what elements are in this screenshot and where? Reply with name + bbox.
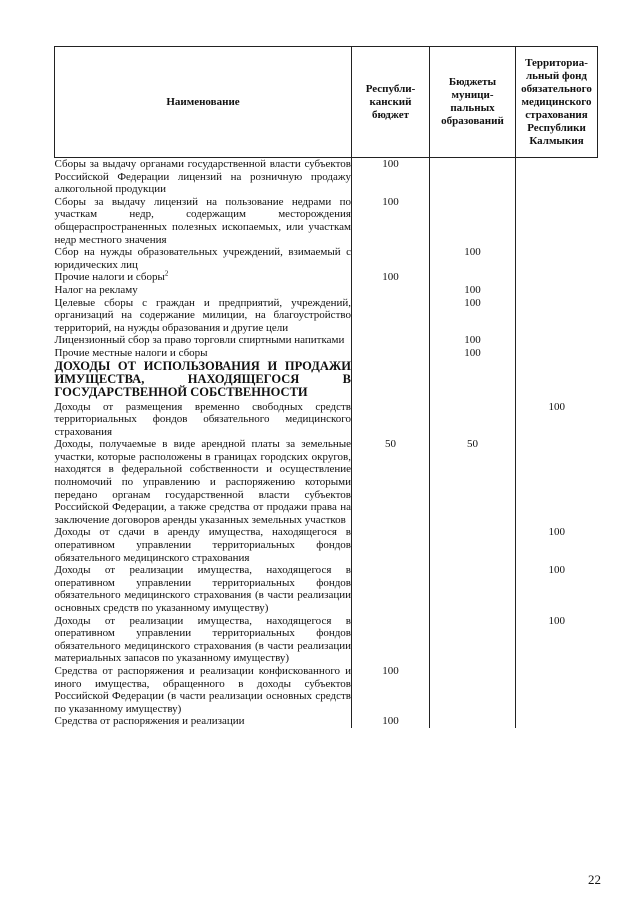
revenue-name-cell bbox=[55, 297, 352, 335]
municipal-budget-percent: 100 bbox=[430, 347, 516, 360]
table-row bbox=[55, 526, 598, 564]
territorial-fund-percent bbox=[516, 196, 598, 246]
republic-budget-percent bbox=[352, 401, 430, 439]
territorial-fund-percent bbox=[516, 158, 598, 196]
municipal-budget-percent bbox=[430, 196, 516, 246]
republic-budget-percent bbox=[352, 526, 430, 564]
municipal-budget-percent bbox=[430, 665, 516, 715]
municipal-budget-percent bbox=[430, 526, 516, 564]
table-row bbox=[55, 665, 598, 715]
revenue-name-cell bbox=[55, 615, 352, 665]
republic-budget-percent: 100 bbox=[352, 715, 430, 728]
revenue-name-cell bbox=[55, 271, 352, 284]
municipal-budget-percent: 50 bbox=[430, 438, 516, 526]
table-row bbox=[55, 271, 598, 284]
republic-budget-percent bbox=[352, 360, 430, 401]
territorial-fund-percent: 100 bbox=[548, 564, 565, 577]
territorial-fund-percent bbox=[516, 271, 598, 284]
republic-budget-percent bbox=[352, 347, 430, 360]
table-row bbox=[55, 615, 598, 665]
territorial-fund-percent: 100 bbox=[548, 400, 565, 413]
territorial-fund-percent bbox=[516, 347, 598, 360]
municipal-budget-percent bbox=[430, 158, 516, 196]
revenue-name-cell bbox=[55, 564, 352, 614]
municipal-budget-percent bbox=[430, 271, 516, 284]
republic-budget-percent: 100 bbox=[352, 271, 430, 284]
table-row bbox=[55, 334, 598, 347]
revenue-name-text: Целевые сборы с граждан и предприятий, учреждений, организаций на содержание милиции, на благоустройство территорий, на нужды образования и другие цели bbox=[54, 296, 351, 334]
revenue-name-text: Доходы от реализации имущества, находящегося в оперативном управлении территориальных фондов обязательного медицинского страхования (в части реализации материальных запасов по указанному имуществу) bbox=[54, 614, 351, 665]
revenue-name-cell bbox=[55, 526, 352, 564]
revenue-name-text: Доходы от сдачи в аренду имущества, находящегося в оперативном управлении территориальных фондов обязательного медицинского страхования bbox=[54, 526, 351, 564]
revenue-name-text: Прочие местные налоги и сборы bbox=[54, 346, 208, 359]
municipal-budget-percent bbox=[430, 564, 516, 614]
revenue-name-text: Доходы от реализации имущества, находящегося в оперативном управлении территориальных фондов обязательного медицинского страхования (в части реализации основных средств по указанному имуществу) bbox=[54, 564, 351, 614]
municipal-budget-percent: 100 bbox=[430, 334, 516, 347]
revenue-name-cell bbox=[55, 196, 352, 246]
republic-budget-percent bbox=[352, 334, 430, 347]
territorial-fund-percent bbox=[516, 360, 598, 401]
revenue-name-cell bbox=[55, 665, 352, 715]
header-name: Наименование bbox=[55, 47, 352, 158]
table-row bbox=[55, 284, 598, 297]
revenue-name-text: Средства от распоряжения и реализации bbox=[54, 715, 245, 728]
territorial-fund-percent: 100 bbox=[548, 526, 565, 539]
revenue-name-cell bbox=[55, 715, 352, 728]
republic-budget-percent: 100 bbox=[352, 196, 430, 246]
republic-budget-percent bbox=[352, 297, 430, 335]
municipal-budget-percent bbox=[430, 615, 516, 665]
table-row bbox=[55, 715, 598, 728]
page-number: 22 bbox=[588, 872, 601, 887]
table-row bbox=[55, 297, 598, 335]
municipal-budget-percent: 100 bbox=[430, 246, 516, 271]
table-body bbox=[55, 158, 598, 728]
municipal-budget-percent bbox=[430, 715, 516, 728]
municipal-budget-percent bbox=[430, 401, 516, 439]
territorial-fund-percent: 100 bbox=[548, 614, 565, 627]
revenue-name-cell bbox=[55, 401, 352, 439]
revenue-name-cell bbox=[55, 334, 352, 347]
territorial-fund-percent bbox=[516, 715, 598, 728]
revenue-name-cell bbox=[55, 158, 352, 196]
revenue-name-text: Сборы за выдачу лицензий на пользование недрами по участкам недр, содержащим месторождения общераспространенных полезных ископаемых, или участкам недр местного значения bbox=[54, 195, 351, 246]
revenue-name-text: Налог на рекламу bbox=[54, 283, 138, 296]
municipal-budget-percent: 100 bbox=[430, 284, 516, 297]
footnote-marker: 2 bbox=[164, 269, 169, 278]
table-row bbox=[55, 196, 598, 246]
territorial-fund-percent bbox=[516, 284, 598, 297]
revenue-distribution-table bbox=[54, 46, 598, 728]
revenue-name-text: ДОХОДЫ ОТ ИСПОЛЬЗОВАНИЯ И ПРОДАЖИ ИМУЩЕСТВА, НАХОДЯЩЕГОСЯ В ГОСУДАРСТВЕННОЙ СОБСТВЕННОСТИ bbox=[54, 358, 351, 399]
republic-budget-percent bbox=[352, 615, 430, 665]
revenue-name-text: Сборы за выдачу органами государственной власти субъектов Российской Федерации лицензий на розничную продажу алкогольной продукции bbox=[54, 158, 351, 196]
revenue-name-text: Лицензионный сбор за право торговли спиртными напитками bbox=[54, 334, 345, 347]
revenue-name-text: Доходы, получаемые в виде арендной платы за земельные участки, которые расположены в границах городских округов, находятся в федеральной собственности и осуществление полномочий по управлению и распоряжению которыми передано органам государственной власти субъектов Российской Федерации, а также средства от продажи права на заключение договоров аренды указанных земельных участков bbox=[54, 438, 351, 526]
table-row bbox=[55, 564, 598, 614]
territorial-fund-percent bbox=[516, 438, 598, 526]
territorial-fund-percent bbox=[516, 246, 598, 271]
table-row bbox=[55, 246, 598, 271]
republic-budget-percent bbox=[352, 246, 430, 271]
table-row bbox=[55, 158, 598, 196]
municipal-budget-percent: 100 bbox=[430, 297, 516, 335]
table-header-row bbox=[55, 47, 598, 158]
republic-budget-percent bbox=[352, 564, 430, 614]
header-municipal-budgets: Бюджеты муници-пальных образований bbox=[430, 47, 516, 158]
section-heading bbox=[55, 360, 352, 401]
republic-budget-percent: 50 bbox=[352, 438, 430, 526]
header-republic-budget: Республи-канский бюджет bbox=[352, 47, 430, 158]
revenue-name-text: Средства от распоряжения и реализации конфискованного и иного имущества, обращенного в доходы субъектов Российской Федерации (в части реализации основных средств по указанному имуществу) bbox=[54, 664, 351, 715]
revenue-name-text: Доходы от размещения временно свободных средств территориальных фондов обязательного медицинского страхования bbox=[54, 400, 351, 438]
table-row bbox=[55, 401, 598, 439]
revenue-name-text: Сбор на нужды образовательных учреждений, взимаемый с юридических лиц bbox=[54, 246, 351, 271]
territorial-fund-percent bbox=[516, 334, 598, 347]
table-section-row bbox=[55, 360, 598, 401]
republic-budget-percent bbox=[352, 284, 430, 297]
republic-budget-percent: 100 bbox=[352, 158, 430, 196]
territorial-fund-percent bbox=[516, 665, 598, 715]
revenue-name-text: Прочие налоги и сборы bbox=[54, 271, 165, 284]
republic-budget-percent: 100 bbox=[352, 665, 430, 715]
revenue-name-cell bbox=[55, 246, 352, 271]
municipal-budget-percent bbox=[430, 360, 516, 401]
table-row bbox=[55, 438, 598, 526]
header-territorial-fund: Территориа-льный фонд обязательного медицинского страхования Республики Калмыкия bbox=[516, 47, 598, 158]
revenue-name-cell bbox=[55, 284, 352, 297]
territorial-fund-percent bbox=[516, 297, 598, 335]
revenue-name-cell bbox=[55, 438, 352, 526]
